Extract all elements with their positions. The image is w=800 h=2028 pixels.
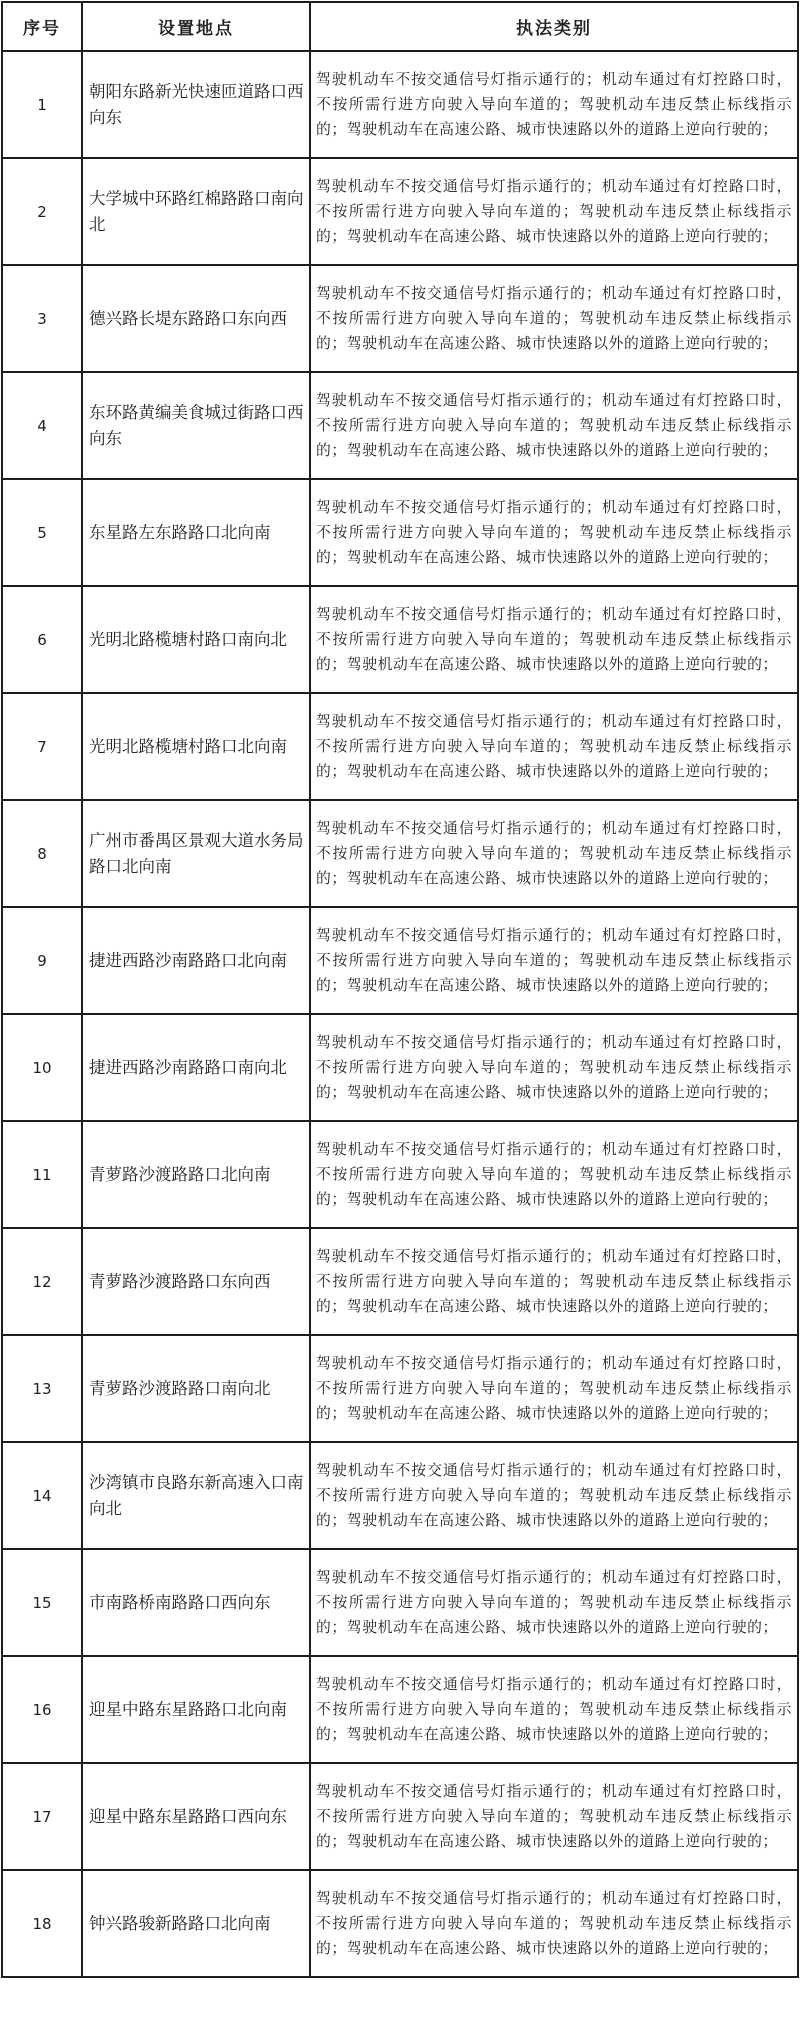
row-index: 13 xyxy=(2,1335,82,1442)
row-location: 青萝路沙渡路路口南向北 xyxy=(82,1335,310,1442)
table-row xyxy=(2,1335,798,1442)
row-violation: 驾驶机动车不按交通信号灯指示通行的；机动车通过有灯控路口时，不按所需行进方向驶入导向车道的；驾驶机动车违反禁止标线指示的；驾驶机动车在高速公路、城市快速路以外的道路上逆向行驶的； xyxy=(310,1656,798,1763)
row-index: 16 xyxy=(2,1656,82,1763)
row-location: 青萝路沙渡路路口东向西 xyxy=(82,1228,310,1335)
table-row xyxy=(2,265,798,372)
row-index: 17 xyxy=(2,1763,82,1870)
row-violation: 驾驶机动车不按交通信号灯指示通行的；机动车通过有灯控路口时，不按所需行进方向驶入导向车道的；驾驶机动车违反禁止标线指示的；驾驶机动车在高速公路、城市快速路以外的道路上逆向行驶的； xyxy=(310,1228,798,1335)
table-header xyxy=(2,2,798,51)
header-row xyxy=(2,2,798,51)
row-violation: 驾驶机动车不按交通信号灯指示通行的；机动车通过有灯控路口时，不按所需行进方向驶入导向车道的；驾驶机动车违反禁止标线指示的；驾驶机动车在高速公路、城市快速路以外的道路上逆向行驶的； xyxy=(310,51,798,158)
table-row xyxy=(2,1656,798,1763)
row-location: 大学城中环路红棉路路口南向北 xyxy=(82,158,310,265)
document-page xyxy=(0,1,800,2028)
row-location: 光明北路榄塘村路口北向南 xyxy=(82,693,310,800)
table-row xyxy=(2,158,798,265)
row-violation: 驾驶机动车不按交通信号灯指示通行的；机动车通过有灯控路口时，不按所需行进方向驶入导向车道的；驾驶机动车违反禁止标线指示的；驾驶机动车在高速公路、城市快速路以外的道路上逆向行驶的； xyxy=(310,1763,798,1870)
row-location: 捷进西路沙南路路口北向南 xyxy=(82,907,310,1014)
row-index: 9 xyxy=(2,907,82,1014)
row-location: 广州市番禺区景观大道水务局路口北向南 xyxy=(82,800,310,907)
row-violation: 驾驶机动车不按交通信号灯指示通行的；机动车通过有灯控路口时，不按所需行进方向驶入导向车道的；驾驶机动车违反禁止标线指示的；驾驶机动车在高速公路、城市快速路以外的道路上逆向行驶的； xyxy=(310,1014,798,1121)
table-row xyxy=(2,1228,798,1335)
row-index: 12 xyxy=(2,1228,82,1335)
row-violation: 驾驶机动车不按交通信号灯指示通行的；机动车通过有灯控路口时，不按所需行进方向驶入导向车道的；驾驶机动车违反禁止标线指示的；驾驶机动车在高速公路、城市快速路以外的道路上逆向行驶的； xyxy=(310,1870,798,1977)
enforcement-location-table xyxy=(1,1,799,1978)
row-index: 2 xyxy=(2,158,82,265)
row-index: 14 xyxy=(2,1442,82,1549)
row-index: 1 xyxy=(2,51,82,158)
row-index: 5 xyxy=(2,479,82,586)
row-violation: 驾驶机动车不按交通信号灯指示通行的；机动车通过有灯控路口时，不按所需行进方向驶入导向车道的；驾驶机动车违反禁止标线指示的；驾驶机动车在高速公路、城市快速路以外的道路上逆向行驶的； xyxy=(310,800,798,907)
row-location: 迎星中路东星路路口西向东 xyxy=(82,1763,310,1870)
table-row xyxy=(2,693,798,800)
row-violation: 驾驶机动车不按交通信号灯指示通行的；机动车通过有灯控路口时，不按所需行进方向驶入导向车道的；驾驶机动车违反禁止标线指示的；驾驶机动车在高速公路、城市快速路以外的道路上逆向行驶的； xyxy=(310,693,798,800)
row-location: 光明北路榄塘村路口南向北 xyxy=(82,586,310,693)
row-violation: 驾驶机动车不按交通信号灯指示通行的；机动车通过有灯控路口时，不按所需行进方向驶入导向车道的；驾驶机动车违反禁止标线指示的；驾驶机动车在高速公路、城市快速路以外的道路上逆向行驶的； xyxy=(310,1121,798,1228)
row-violation: 驾驶机动车不按交通信号灯指示通行的；机动车通过有灯控路口时，不按所需行进方向驶入导向车道的；驾驶机动车违反禁止标线指示的；驾驶机动车在高速公路、城市快速路以外的道路上逆向行驶的； xyxy=(310,265,798,372)
row-location: 钟兴路骏新路路口北向南 xyxy=(82,1870,310,1977)
table-row xyxy=(2,479,798,586)
row-index: 4 xyxy=(2,372,82,479)
row-index: 7 xyxy=(2,693,82,800)
row-index: 6 xyxy=(2,586,82,693)
table-row xyxy=(2,907,798,1014)
row-location: 青萝路沙渡路路口北向南 xyxy=(82,1121,310,1228)
table-row xyxy=(2,800,798,907)
table-row xyxy=(2,1870,798,1977)
row-location: 市南路桥南路路口西向东 xyxy=(82,1549,310,1656)
row-violation: 驾驶机动车不按交通信号灯指示通行的；机动车通过有灯控路口时，不按所需行进方向驶入导向车道的；驾驶机动车违反禁止标线指示的；驾驶机动车在高速公路、城市快速路以外的道路上逆向行驶的； xyxy=(310,372,798,479)
row-index: 11 xyxy=(2,1121,82,1228)
row-violation: 驾驶机动车不按交通信号灯指示通行的；机动车通过有灯控路口时，不按所需行进方向驶入导向车道的；驾驶机动车违反禁止标线指示的；驾驶机动车在高速公路、城市快速路以外的道路上逆向行驶的； xyxy=(310,479,798,586)
table-row xyxy=(2,51,798,158)
table-row xyxy=(2,1763,798,1870)
row-violation: 驾驶机动车不按交通信号灯指示通行的；机动车通过有灯控路口时，不按所需行进方向驶入导向车道的；驾驶机动车违反禁止标线指示的；驾驶机动车在高速公路、城市快速路以外的道路上逆向行驶的； xyxy=(310,158,798,265)
header-index: 序号 xyxy=(2,2,82,51)
row-location: 朝阳东路新光快速匝道路口西向东 xyxy=(82,51,310,158)
table-row xyxy=(2,1121,798,1228)
row-violation: 驾驶机动车不按交通信号灯指示通行的；机动车通过有灯控路口时，不按所需行进方向驶入导向车道的；驾驶机动车违反禁止标线指示的；驾驶机动车在高速公路、城市快速路以外的道路上逆向行驶的； xyxy=(310,1442,798,1549)
row-location: 捷进西路沙南路路口南向北 xyxy=(82,1014,310,1121)
table-row xyxy=(2,586,798,693)
header-location: 设置地点 xyxy=(82,2,310,51)
table-body xyxy=(2,51,798,1977)
table-row xyxy=(2,1014,798,1121)
header-violation: 执法类别 xyxy=(310,2,798,51)
row-violation: 驾驶机动车不按交通信号灯指示通行的；机动车通过有灯控路口时，不按所需行进方向驶入导向车道的；驾驶机动车违反禁止标线指示的；驾驶机动车在高速公路、城市快速路以外的道路上逆向行驶的； xyxy=(310,1549,798,1656)
row-index: 18 xyxy=(2,1870,82,1977)
row-violation: 驾驶机动车不按交通信号灯指示通行的；机动车通过有灯控路口时，不按所需行进方向驶入导向车道的；驾驶机动车违反禁止标线指示的；驾驶机动车在高速公路、城市快速路以外的道路上逆向行驶的； xyxy=(310,586,798,693)
row-violation: 驾驶机动车不按交通信号灯指示通行的；机动车通过有灯控路口时，不按所需行进方向驶入导向车道的；驾驶机动车违反禁止标线指示的；驾驶机动车在高速公路、城市快速路以外的道路上逆向行驶的； xyxy=(310,907,798,1014)
row-location: 东环路黄编美食城过街路口西向东 xyxy=(82,372,310,479)
row-index: 8 xyxy=(2,800,82,907)
row-index: 10 xyxy=(2,1014,82,1121)
row-location: 东星路左东路路口北向南 xyxy=(82,479,310,586)
table-row xyxy=(2,1442,798,1549)
row-location: 迎星中路东星路路口北向南 xyxy=(82,1656,310,1763)
row-violation: 驾驶机动车不按交通信号灯指示通行的；机动车通过有灯控路口时，不按所需行进方向驶入导向车道的；驾驶机动车违反禁止标线指示的；驾驶机动车在高速公路、城市快速路以外的道路上逆向行驶的； xyxy=(310,1335,798,1442)
row-location: 沙湾镇市良路东新高速入口南向北 xyxy=(82,1442,310,1549)
row-index: 3 xyxy=(2,265,82,372)
table-row xyxy=(2,372,798,479)
row-index: 15 xyxy=(2,1549,82,1656)
row-location: 德兴路长堤东路路口东向西 xyxy=(82,265,310,372)
table-row xyxy=(2,1549,798,1656)
